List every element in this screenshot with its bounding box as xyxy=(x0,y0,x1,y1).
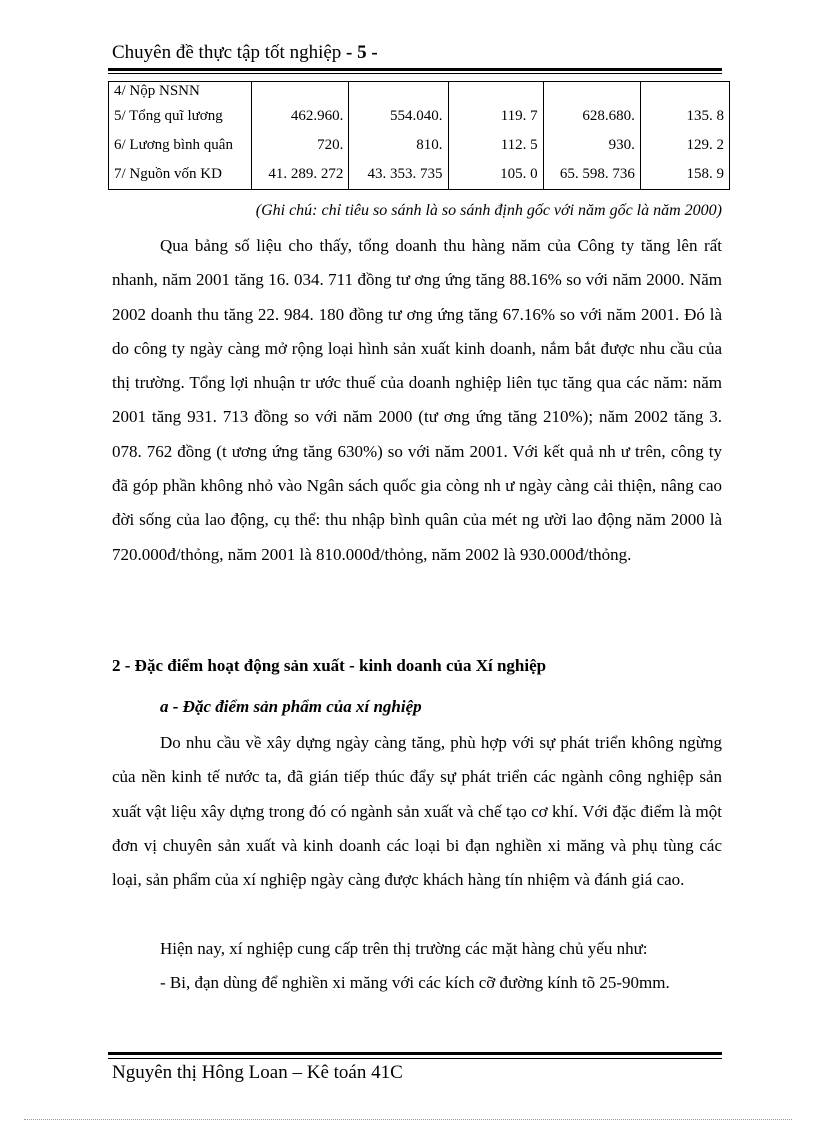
data-table xyxy=(108,81,730,190)
table-cell: 105. 0 xyxy=(448,160,543,190)
document-title: Chuyên đề thực tập tốt nghiệp xyxy=(112,42,342,63)
table-cell: 5/ Tổng quĩ lương xyxy=(109,102,252,131)
table-cell: 135. 8 xyxy=(640,102,729,131)
table-cell: 462.960. xyxy=(252,102,349,131)
paragraph-text: Qua bảng số liệu cho thấy, tổng doanh thu hàng năm của Công ty tăng lên rất nhanh, năm 2001 tăng 16. 034. 711 đồng tư ơng ứng tăng 88.16% so với năm 2000. Năm 2002 doanh thu tăng 22. 984. 180 đồng tư ơng ứng tăng 67.16% so với năm 2001. Đó là do công ty ngày càng mở rộng loại hình sản xuất kinh doanh, nắm bắt được nhu cầu của thị trường. Tổng lợi nhuận tr ước thuế của doanh nghiệp liên tục tăng qua các năm: năm 2001 tăng 931. 713 đồng so với năm 2000 (tư ơng ứng tăng 210%); năm 2002 tăng 3. 078. 762 đồng (t ương ứng tăng 630%) so với năm 2001. Với kết quả nh ư trên, công ty đã góp phần không nhỏ vào Ngân sách quốc gia còng nh ư ngày càng cải thiện, nâng cao đời sống của lao động, cụ thể: thu nhập bình quân của mét ng ười lao động năm 2000 là 720.000đ/thỏng, năm 2001 là 810.000đ/thỏng, năm 2002 là 930.000đ/thỏng. xyxy=(112,236,722,564)
table-cell: 41. 289. 272 xyxy=(252,160,349,190)
table-cell xyxy=(448,82,543,103)
table-cell: 810. xyxy=(349,131,448,160)
table-cell: 930. xyxy=(543,131,640,160)
table-cell: 65. 598. 736 xyxy=(543,160,640,190)
footer-author: Nguyên thị Hông Loan – Kê toán 41C xyxy=(112,1062,403,1083)
page-edge-divider xyxy=(24,1119,792,1120)
table-cell xyxy=(543,82,640,103)
table-cell: 554.040. xyxy=(349,102,448,131)
paragraph-revenue xyxy=(112,229,722,572)
bullet-line: - Bi, đạn dùng để nghiền xi măng với các kích cỡ đường kính tõ 25-90mm. xyxy=(160,973,670,992)
section-heading: 2 - Đặc điểm hoạt động sản xuất - kinh doanh của Xí nghiệp xyxy=(112,656,547,675)
subsection-heading: a - Đặc điểm sản phẩm của xí nghiệp xyxy=(160,697,422,716)
paragraph-text: Do nhu cầu về xây dựng ngày càng tăng, phù hợp với sự phát triển không ngừng của nền kinh tế nước ta, đã gián tiếp thúc đẩy sự phát triển các ngành công nghiệp sản xuất vật liệu xây dựng trong đó có ngành sản xuất và chế tạo cơ khí. Với đặc điểm là một đơn vị chuyên sản xuất và kinh doanh các loại bi đạn nghiền xi măng và phụ tùng các loại, sản phẩm của xí nghiệp ngày càng được khách hàng tín nhiệm và đánh giá cao. xyxy=(112,733,722,890)
header-rule xyxy=(108,68,722,71)
table-row xyxy=(109,160,730,190)
table-cell: 7/ Nguồn vốn KD xyxy=(109,160,252,190)
page-header xyxy=(112,42,722,64)
page-number: - 5 - xyxy=(346,42,378,63)
table-cell xyxy=(252,82,349,103)
header-rule-thin xyxy=(108,73,722,74)
paragraph-products xyxy=(112,726,722,897)
table-cell: 112. 5 xyxy=(448,131,543,160)
table-row xyxy=(109,131,730,160)
table-cell: 129. 2 xyxy=(640,131,729,160)
table-note: (Ghi chú: chỉ tiêu so sánh là so sánh định gốc với năm gốc là năm 2000) xyxy=(255,202,722,219)
table-cell: 158. 9 xyxy=(640,160,729,190)
table-cell: 628.680. xyxy=(543,102,640,131)
table-row xyxy=(109,82,730,103)
table-cell: 43. 353. 735 xyxy=(349,160,448,190)
footer-rule xyxy=(108,1052,722,1055)
table-cell: 119. 7 xyxy=(448,102,543,131)
table-row xyxy=(109,102,730,131)
footer-rule-thin xyxy=(108,1058,722,1059)
intro-line: Hiện nay, xí nghiệp cung cấp trên thị trường các mặt hàng chủ yếu như: xyxy=(160,939,648,958)
table-cell xyxy=(640,82,729,103)
table-cell: 4/ Nộp NSNN xyxy=(109,82,252,103)
table-cell: 720. xyxy=(252,131,349,160)
table-cell: 6/ Lương bình quân xyxy=(109,131,252,160)
table-cell xyxy=(349,82,448,103)
